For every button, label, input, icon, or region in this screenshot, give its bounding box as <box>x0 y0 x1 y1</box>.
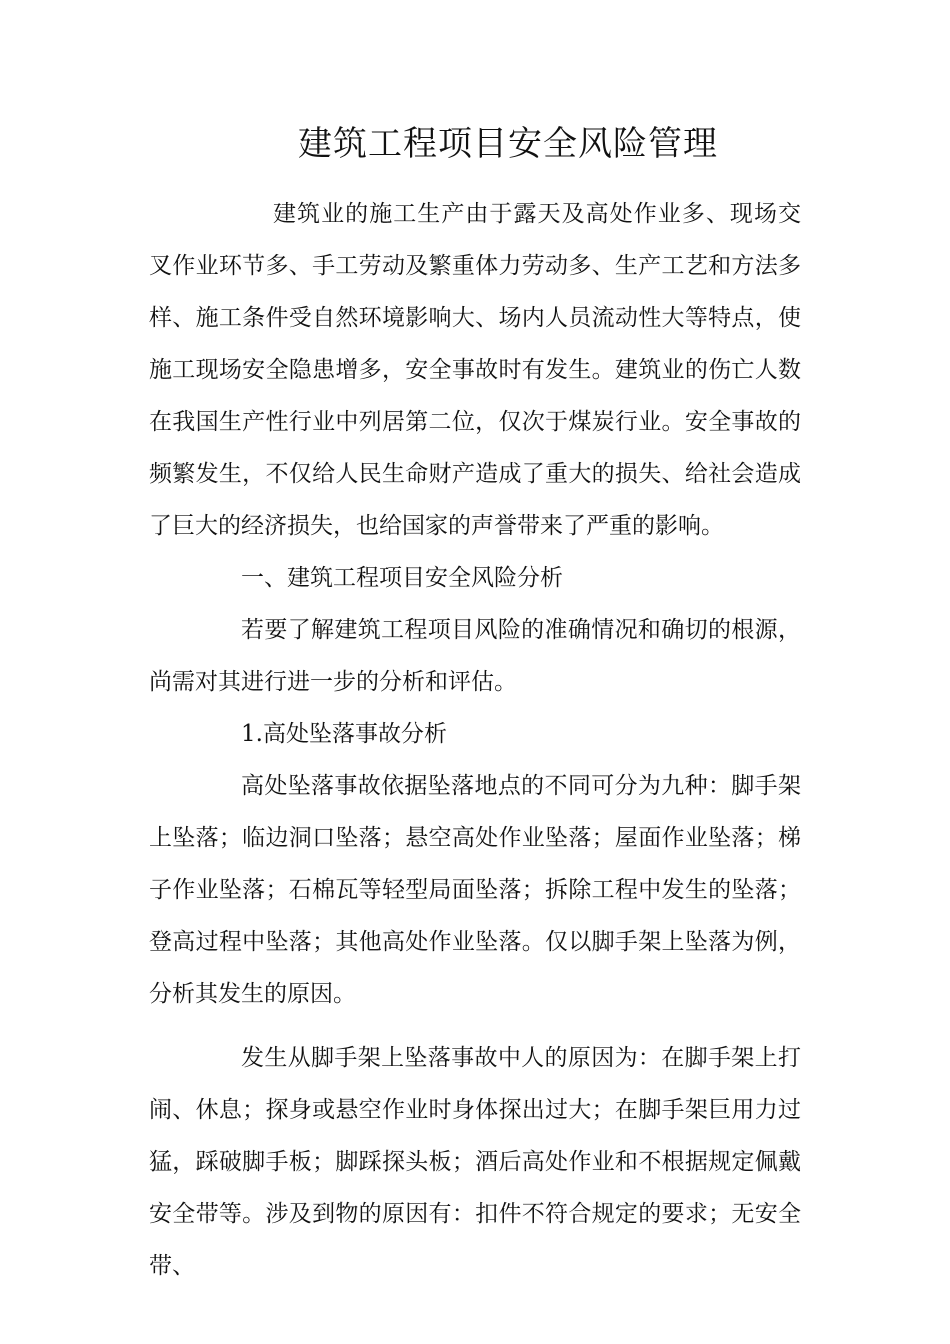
document-body <box>149 188 801 1292</box>
paragraph-fall-causes: 发生从脚手架上坠落事故中人的原因为：在脚手架上打闹、休息；探身或悬空作业时身体探出过大；在脚手架巨用力过猛，踩破脚手板；脚踩探头板；酒后高处作业和不根据规定佩戴安全带等。涉及到物的原因有：扣件不符合规定的要求；无安全带、 <box>149 1045 801 1279</box>
section-heading-1: 一、建筑工程项目安全风险分析 <box>241 565 563 591</box>
subsection-heading-1-1: 1.高处坠落事故分析 <box>241 721 447 747</box>
paragraph-fall-types: 高处坠落事故依据坠落地点的不同可分为九种：脚手架上坠落；临边洞口坠落；悬空高处作业坠落；屋面作业坠落；梯子作业坠落；石棉瓦等轻型局面坠落；拆除工程中发生的坠落；登高过程中坠落；其他高处作业坠落。仅以脚手架上坠落为例，分析其发生的原因。 <box>149 773 801 1007</box>
document-title: 建筑工程项目安全风险管理 <box>298 124 718 164</box>
paragraph-analysis-intro: 若要了解建筑工程项目风险的准确情况和确切的根源，尚需对其进行进一步的分析和评估。 <box>149 617 801 695</box>
paragraph-intro: 建筑业的施工生产由于露天及高处作业多、现场交叉作业环节多、手工劳动及繁重体力劳动多、生产工艺和方法多样、施工条件受自然环境影响大、场内人员流动性大等特点，使施工现场安全隐患增多，安全事故时有发生。建筑业的伤亡人数在我国生产性行业中列居第二位，仅次于煤炭行业。安全事故的频繁发生，不仅给人民生命财产造成了重大的损失、给社会造成了巨大的经济损失，也给国家的声誉带来了严重的影响。 <box>149 201 801 539</box>
